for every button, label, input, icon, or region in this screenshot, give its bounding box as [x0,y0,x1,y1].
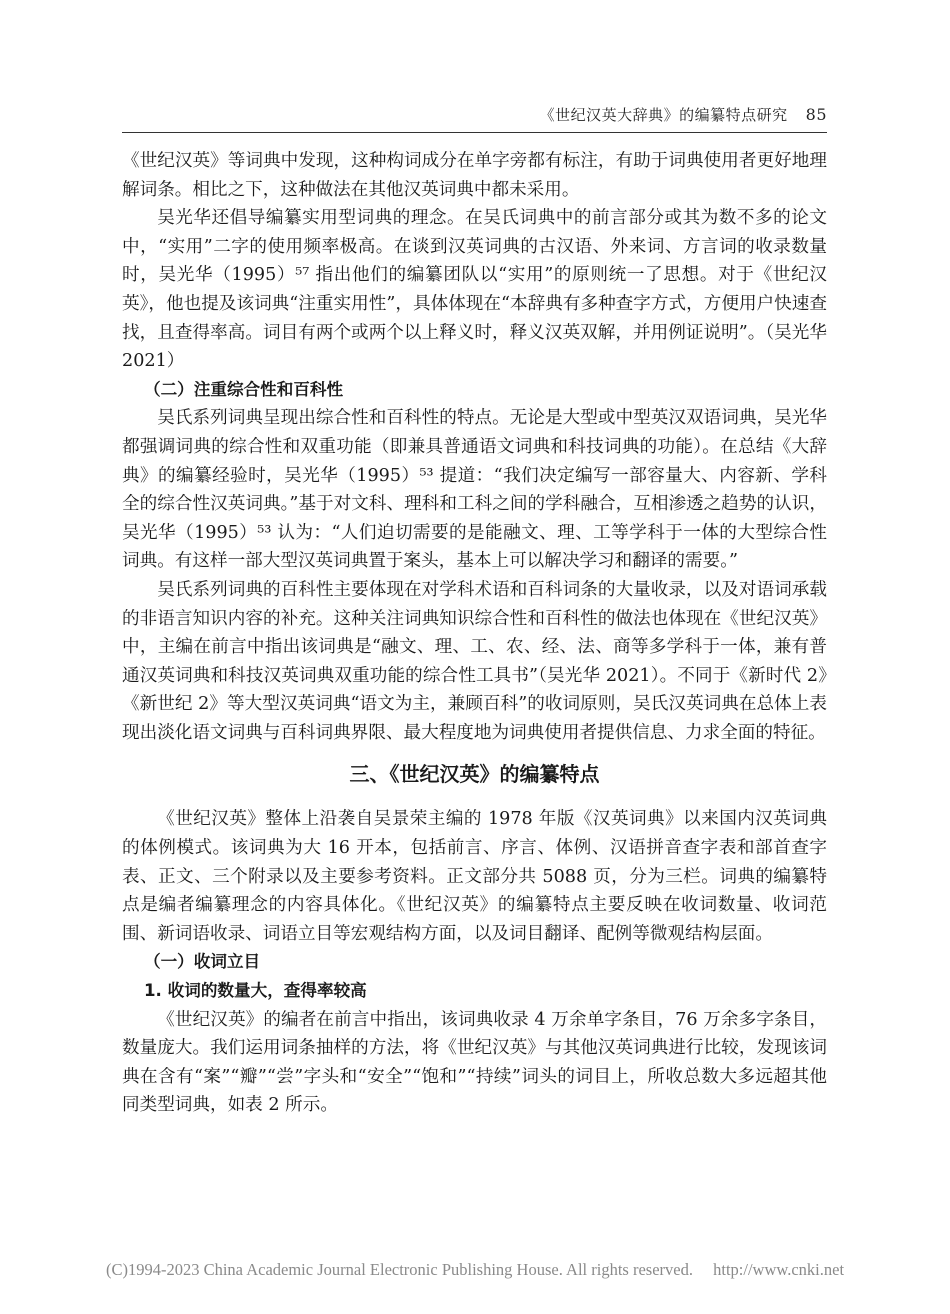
paragraph-quantity: 《世纪汉英》的编者在前言中指出，该词典收录 4 万余单字条目，76 万余多字条目，数量庞大。我们运用词条抽样的方法，将《世纪汉英》与其他汉英词典进行比较，发现该词典在含有“案”“瓣”“尝”字头和“安全”“饱和”“持续”词头的词目上，所收总数大多远超其他同类型词典，如表 2 所示。 [122,1009,827,1116]
page-number: 85 [805,105,827,124]
paragraph-continued: 《世纪汉英》等词典中发现，这种构词成分在单字旁都有标注，有助于词典使用者更好地理解词条。相比之下，这种做法在其他汉英词典中都未采用。 [122,151,827,200]
copyright-footer [0,1260,950,1280]
running-title: 《世纪汉英大辞典》的编纂特点研究 [539,106,788,124]
cnki-url[interactable]: http://www.cnki.net [713,1260,845,1279]
article-body [122,147,827,1120]
paragraph-comprehensive: 吴氏系列词典呈现出综合性和百科性的特点。无论是大型或中型英汉双语词典，吴光华都强调词典的综合性和双重功能（即兼具普通语文词典和科技词典的功能）。在总结《大辞典》的编纂经验时，吴光华（1995）⁵³ 提道：“我们决定编写一部容量大、内容新、学科全的综合性汉英词典。”基于对文科、理科和工科之间的学科融合，互相渗透之趋势的认识，吴光华（1995）⁵³ 认为：“人们迫切需要的是能融文、理、工等学科于一体的大型综合性词典。有这样一部大型汉英词典置于案头，基本上可以解决学习和翻译的需要。” [122,408,827,572]
section-heading: 三、《世纪汉英》的编纂特点 [349,762,600,787]
paragraph-practical: 吴光华还倡导编纂实用型词典的理念。在吴氏词典中的前言部分或其为数不多的论文中，“实用”二字的使用频率极高。在谈到汉英词典的古汉语、外来词、方言词的收录数量时，吴光华（1995）⁵⁷ 指出他们的编纂团队以“实用”的原则统一了思想。对于《世纪汉英》，他也提及该词典“注重实用性”，具体体现在“本辞典有多种查字方式，方便用户快速查找，且查得率高。词目有两个或两个以上释义时，释义汉英双解，并用例证说明”。（吴光华 2021） [122,208,827,372]
running-header [122,104,827,125]
subheading-entries: （一）收词立目 [144,952,261,972]
paragraph-features: 《世纪汉英》整体上沿袭自吴景荣主编的 1978 年版《汉英词典》以来国内汉英词典的体例模式。该词典为大 16 开本，包括前言、序言、体例、汉语拼音查字表和部首查字表、正文、三个附录以及主要参考资料。正文部分共 5088 页，分为三栏。词典的编纂特点是编者编纂理念的内容具体化。《世纪汉英》的编纂特点主要反映在收词数量、收词范围、新词语收录、词语立目等宏观结构方面，以及词目翻译、配例等微观结构层面。 [122,809,827,944]
paragraph-encyclopedic: 吴氏系列词典的百科性主要体现在对学科术语和百科词条的大量收录，以及对语词承载的非语言知识内容的补充。这种关注词典知识综合性和百科性的做法也体现在《世纪汉英》中，主编在前言中指出该词典是“融文、理、工、农、经、法、商等多学科于一体，兼有普通汉英词典和科技汉英词典双重功能的综合性工具书”（吴光华 2021）。不同于《新时代 2》《新世纪 2》等大型汉英词典“语文为主，兼顾百科”的收词原则，吴氏汉英词典在总体上表现出淡化语文词典与百科词典界限、最大程度地为词典使用者提供信息、力求全面的特征。 [122,579,827,743]
subheading-comprehensive: （二）注重综合性和百科性 [144,379,344,399]
subheading-quantity: 1. 收词的数量大，查得率较高 [144,981,367,1001]
copyright-text: (C)1994-2023 China Academic Journal Electronic Publishing House. All rights reserved. [105,1260,693,1279]
header-rule [122,132,827,133]
